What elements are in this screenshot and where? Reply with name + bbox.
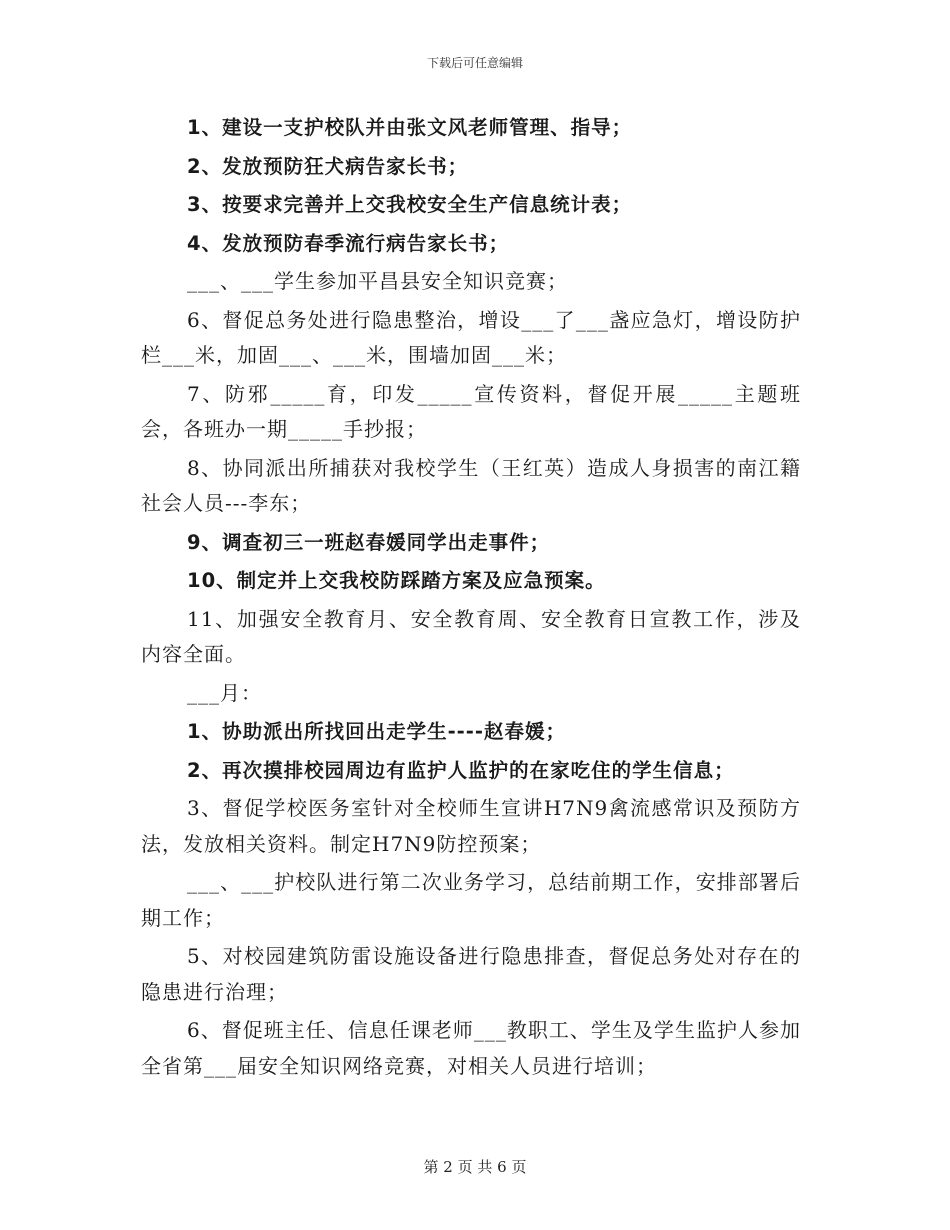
paragraph-7: 7、防邪_____育，印发_____宣传资料，督促开展_____主题班会，各班办一期_____手抄报； (141, 381, 801, 441)
paragraph-5: ___、___学生参加平昌县安全知识竞赛； (187, 269, 568, 293)
paragraph-8: 8、协同派出所捕获对我校学生（王红英）造成人身损害的南江籍社会人员---李东； (141, 455, 801, 515)
paragraph-16: 5、对校园建筑防雷设施设备进行隐患排查，督促总务处对存在的隐患进行治理； (141, 944, 801, 1004)
paragraph-12: 1、协助派出所找回出走学生----赵春媛； (187, 720, 566, 743)
paragraph-10: 10、制定并上交我校防踩踏方案及应急预案。 (187, 569, 606, 592)
paragraph-3: 3、按要求完善并上交我校安全生产信息统计表； (187, 193, 633, 216)
page-footer: 第 2 页 共 6 页 (423, 1158, 527, 1176)
paragraph-2: 2、发放预防狂犬病告家长书； (187, 154, 469, 178)
paragraph-13: 2、再次摸排校园周边有监护人监护的在家吃住的学生信息； (187, 758, 735, 782)
paragraph-17: 6、督促班主任、信息任课老师___教职工、学生及学生监护人参加全省第___届安全知识网络竞赛，对相关人员进行培训； (141, 1018, 801, 1078)
document-body (141, 110, 801, 1087)
page-header: 下载后可任意编辑 (426, 56, 523, 70)
paragraph-6: 6、督促总务处进行隐患整治，增设___了___盏应急灯，增设防护栏___米，加固___、___米，围墙加固___米； (141, 307, 801, 367)
paragraph-11: 11、加强安全教育月、安全教育周、安全教育日宣教工作，涉及内容全面。 (141, 606, 801, 666)
paragraph-1: 1、建设一支护校队并由张文风老师管理、指导； (187, 116, 633, 139)
paragraph-14: 3、督促学校医务室针对全校师生宣讲H7N9禽流感常识及预防方法，发放相关资料。制定H7N9防控预案； (141, 796, 801, 856)
month-heading: ___月： (187, 680, 262, 705)
paragraph-4: 4、发放预防春季流行病告家长书； (187, 231, 510, 255)
paragraph-9: 9、调查初三一班赵春媛同学出走事件； (187, 530, 551, 554)
paragraph-15: ___、___护校队进行第二次业务学习，总结前期工作，安排部署后期工作； (141, 870, 801, 930)
